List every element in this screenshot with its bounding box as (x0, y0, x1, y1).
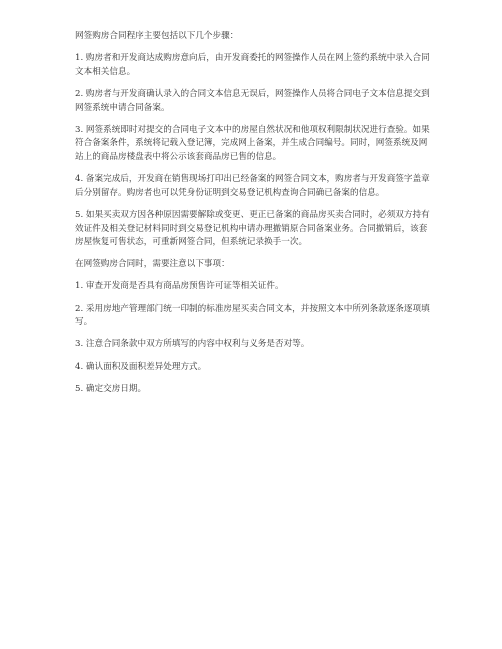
note-5: 5. 确定交房日期。 (75, 383, 147, 394)
step-3: 3. 网签系统即时对提交的合同电子文本中的房屋自然状况和他项权利限制状况进行查验。如果符合备案条件，系统将记载入登记簿，完成网上备案，并生成合同编号。同时，网签系统及网站上的商品房楼盘表中将公示该套商品房已售的信息。 (75, 124, 430, 162)
step-5: 5. 如果买卖双方因各种原因需要解除或变更、更正已备案的商品房买卖合同时，必须双方持有效证件及相关登记材料同时到交易登记机构申请办理撤销原合同备案业务。合同撤销后，该套房屋恢复可售状态，可重新网签合同，但系统记录换手一次。 (75, 209, 430, 248)
note-1: 1. 审查开发商是否具有商品房预售许可证等相关证件。 (75, 281, 284, 292)
step-2: 2. 购房者与开发商确认录入的合同文本信息无误后，网签操作人员将合同电子文本信息提交到网签系统申请合同备案。 (75, 88, 430, 113)
step-4: 4. 备案完成后，开发商在销售现场打印出已经备案的网签合同文本，购房者与开发商签字盖章后分别留存。购房者也可以凭身份证明到交易登记机构查询合同确已备案的信息。 (75, 174, 430, 198)
intro-paragraph: 网签购房合同程序主要包括以下几个步骤： (75, 31, 239, 41)
note-4: 4. 确认面积及面积差异处理方式。 (75, 361, 207, 372)
document-body (75, 30, 431, 405)
note-2: 2. 采用房地产管理部门统一印制的标准房屋买卖合同文本，并按照文本中所列条款逐条逐项填写。 (75, 303, 430, 328)
notes-heading: 在网签购房合同时，需要注意以下事项： (75, 259, 230, 270)
note-3: 3. 注意合同条款中双方所填写的内容中权利与义务是否对等。 (75, 339, 310, 350)
step-1: 1. 购房者和开发商达成购房意向后，由开发商委托的网签操作人员在网上签约系统中录入合同文本相关信息。 (75, 53, 430, 77)
